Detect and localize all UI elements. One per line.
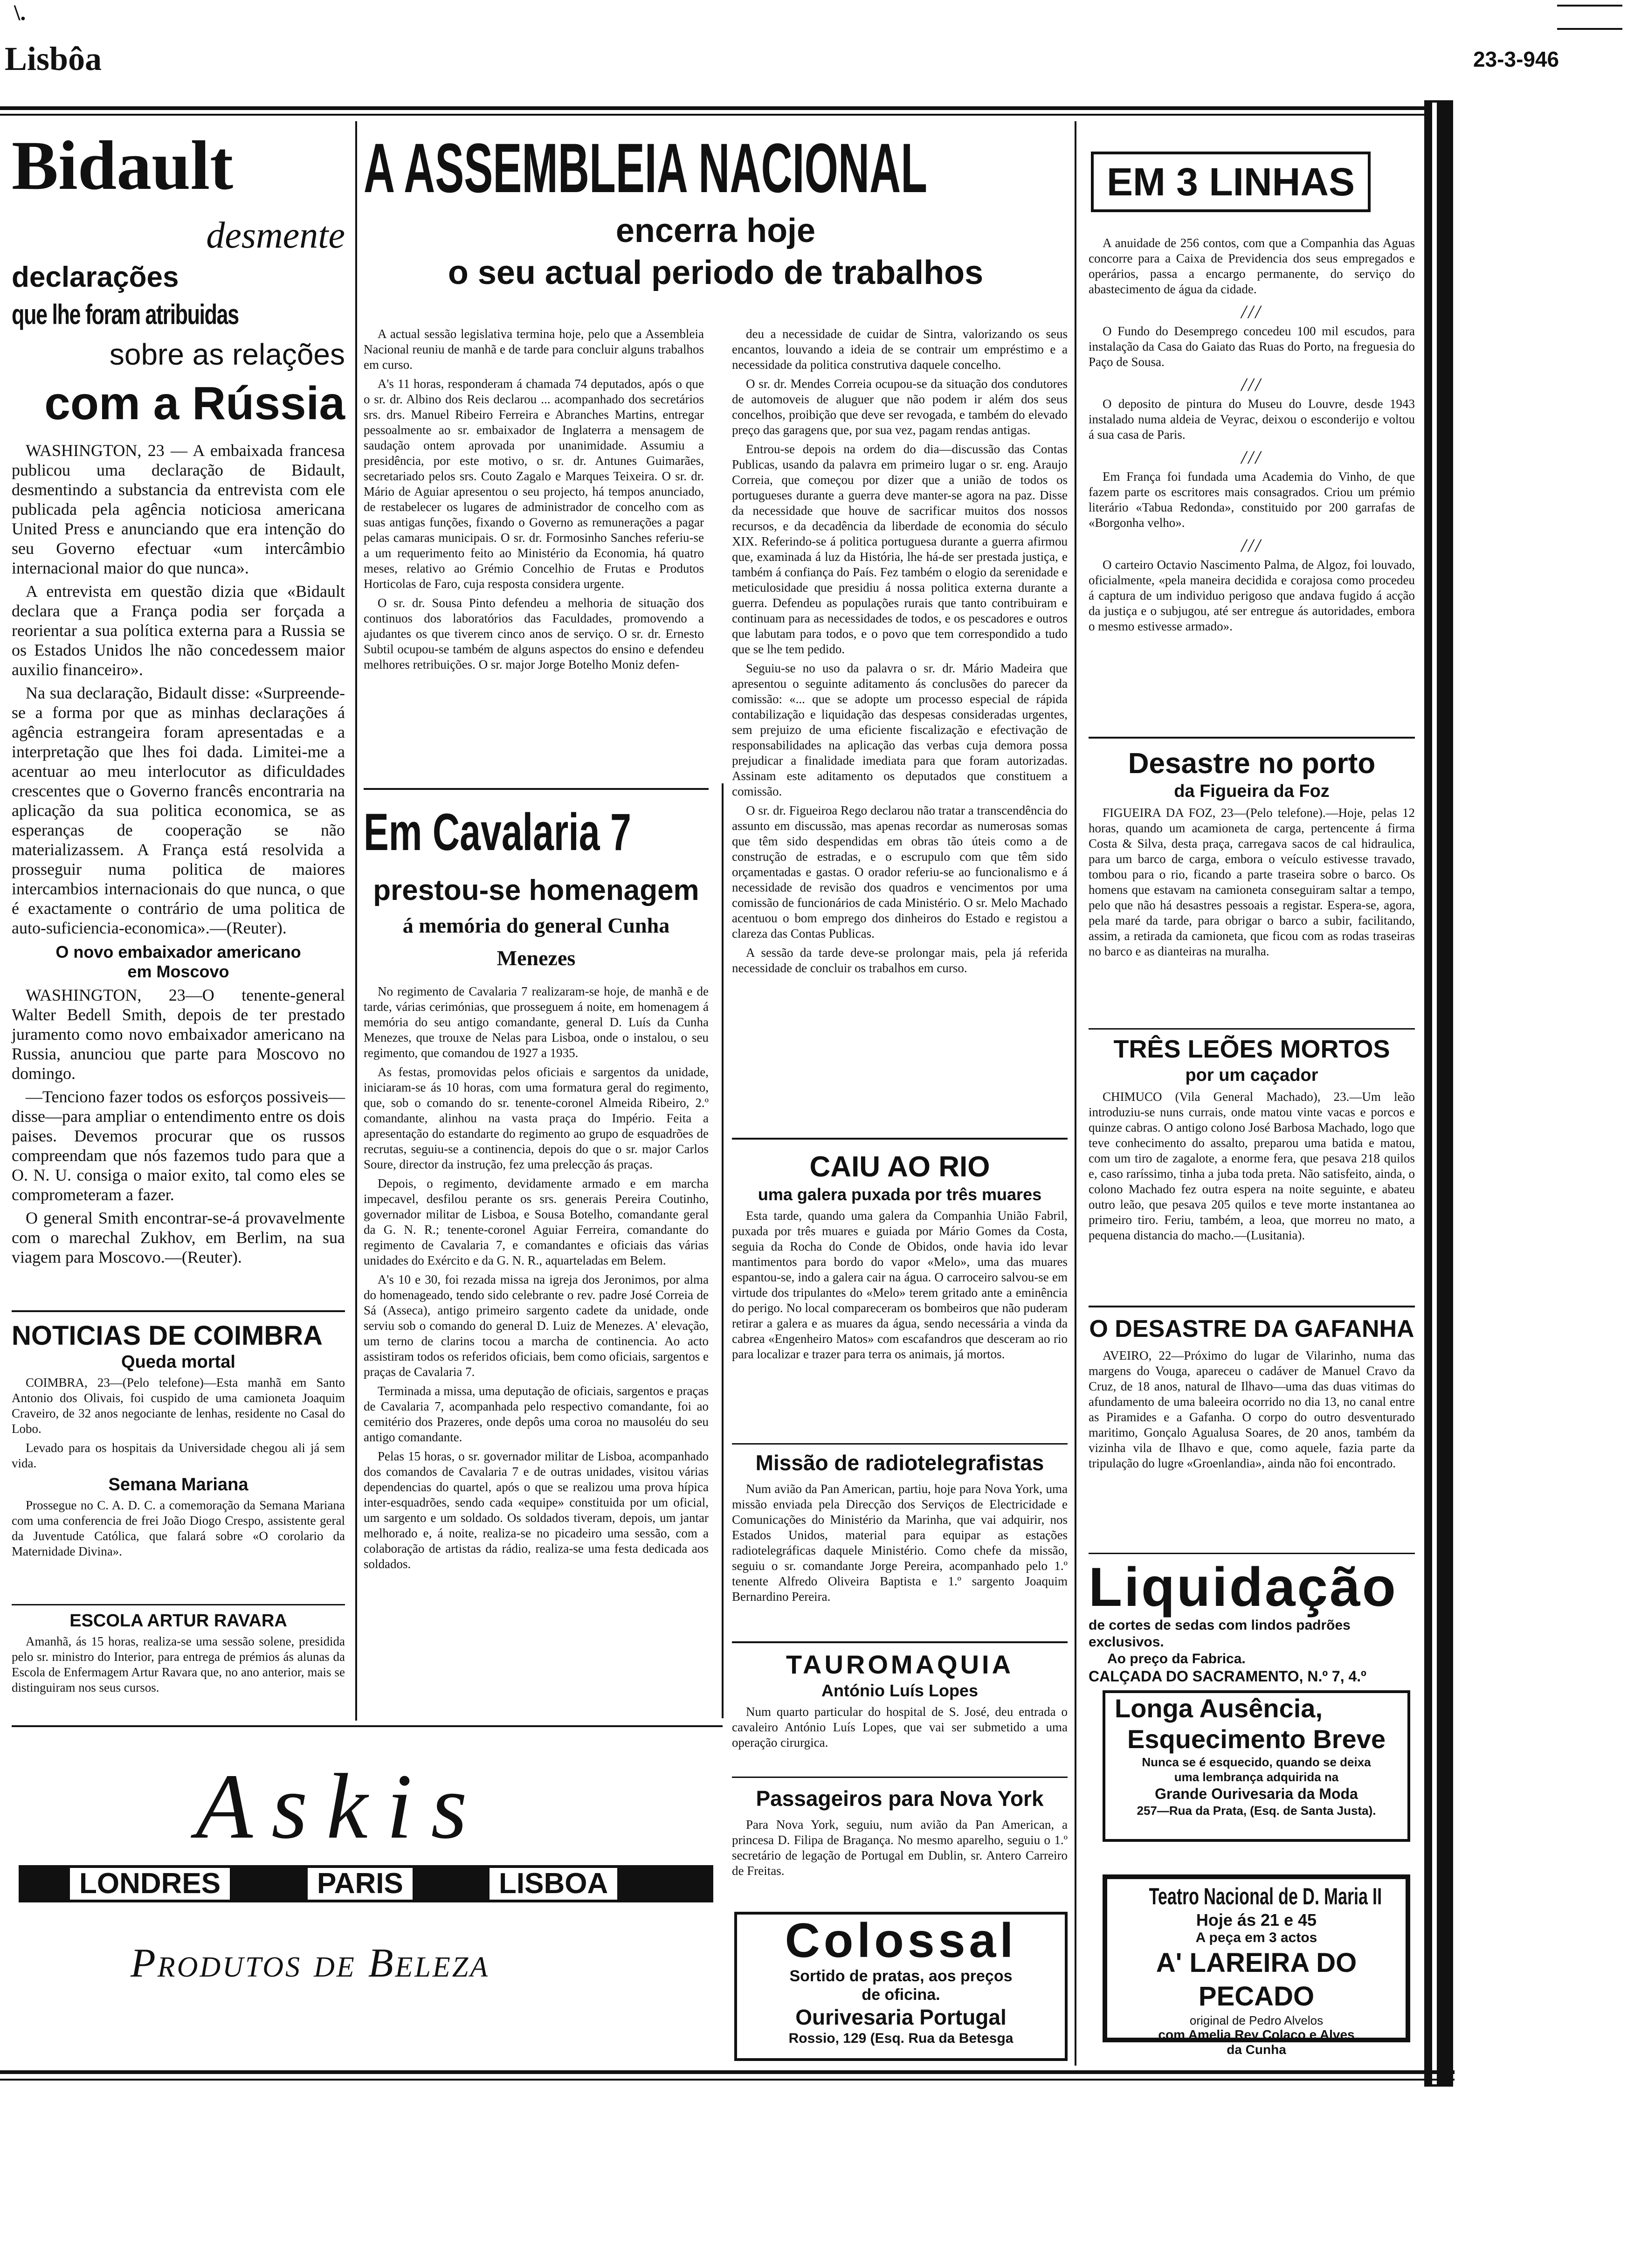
em3linhas-separator: /// (1241, 447, 1262, 468)
tauromaquia-title: TAUROMAQUIA (786, 1650, 1014, 1679)
cavalaria-paragraph: Terminada a missa, uma deputação de oficiais, sargentos e praças de Cavalaria 7, acompanhada pelo respectivo comandante, foi ao cemitério dos Prazeres, onde depôs uma coroa no mausoléu do seu antigo comandante. (364, 1384, 709, 1444)
top-corner-lines (1557, 5, 1622, 7)
assembleia-sub1: encerra hoje (615, 212, 816, 249)
coimbra-subtitle: Semana Mariana (108, 1475, 248, 1494)
teatro-play-title: A' LAREIRA DO PECADO (1156, 1948, 1357, 2012)
teatro-line: original de Pedro Alvelos (1189, 2013, 1324, 2027)
section-rule (1089, 1553, 1415, 1554)
teatro-line: com Amelia Rey Colaço e Alves (1158, 2027, 1355, 2042)
column-rule (1075, 121, 1076, 2066)
section-rule (732, 1777, 1068, 1778)
cavalaria-paragraph: Pelas 15 horas, o sr. governador militar de Lisboa, acompanhado dos comandos de Cavalaria 7 e de outras unidades, visitou várias dependencias do quartel, após o que se realizou uma prova hípica inter-esquadrões, sendo cada «equipe» constituida por um oficial, um sargento e um soldado. Os soldados tiveram, depois, um jantar melhorado e, á noite, realiza-se no picadeiro uma sessão, com a colaboração de artistas da rádio, realiza-se uma festa dedicada aos soldados. (364, 1449, 709, 1571)
assembleia-paragraph: O sr. dr. Sousa Pinto defendeu a melhoria de situação dos continuos dos laboratórios das Faculdades, promovendo a ajudantes os que tiverem cinco anos de serviço. O sr. dr. Ernesto Subtil ocupou-se também de alguns aspectos do ensino e defendeu melhores retribuições. O sr. major Jorge Botelho Moniz defen- (364, 596, 704, 671)
desastre-title: Desastre no porto (1128, 747, 1376, 780)
em3linhas-item: Em França foi fundada uma Academia do Vinho, de que fazem parte os escritores mais consagrados. Criou um prémio literário «Tabua Redonda», constituido por 200 garrafas de «Borgonha velho». (1089, 470, 1415, 530)
cavalaria-sub2: á memória do general Cunha Menezes (402, 913, 670, 970)
section-rule (732, 1641, 1068, 1643)
passageiros-article (732, 1784, 1068, 1905)
assembleia-sub2: o seu actual periodo de trabalhos (448, 254, 984, 291)
gafanha-article (1089, 1313, 1415, 1555)
missao-title: Missão de radiotelegrafistas (755, 1451, 1044, 1475)
em3linhas-title: EM 3 LINHAS (1106, 160, 1355, 204)
tauromaquia-article (732, 1648, 1068, 1774)
longa-line: Esquecimento Breve (1127, 1724, 1386, 1754)
longa-ausencia-ad (1103, 1690, 1410, 1842)
em3linhas-separator: /// (1241, 301, 1262, 322)
assembleia-paragraph: Seguiu-se no uso da palavra o sr. dr. Mário Madeira que apresentou o seguinte aditamento ás conclusões do parecer da comissão: «... que se adopte um processo especial de rápida contabilização e liquidação das despesas consideradas urgentes, sem prejuizo de uma eficiente fiscalização e efectivação de responsabilidades na aplicação das verbas cuja demora possa prejudicar a finalidade imediata para que foram autorizadas. Assinam este aditamento os deputados que constituem a comissão. (732, 661, 1068, 798)
cavalaria-paragraph: Depois, o regimento, devidamente armado e em marcha impecavel, desfilou perante os srs. generais Pereira Coutinho, governador militar de Lisboa, e Sousa Botelho, comandante geral da G. N. R.; tenente-coronel Aguiar Ferreira, comandante do regimento de Cavalaria 7, e comandantes e oficiais das várias unidades do Exército e da G. N. R., aquarteladas em Belem. (364, 1176, 709, 1267)
assembleia-col-right (732, 326, 1068, 1236)
bidault-paragraph: WASHINGTON, 23 — A embaixada francesa publicou uma declaração de Bidault, desmentindo a substancia da entrevista com ele publicada pela agência noticiosa americana United Press e anunciando que era intenção do seu Governo efectuar «um intercâmbio internacional maior do que nunca». (12, 441, 345, 577)
em3linhas-item: O carteiro Octavio Nascimento Palma, de Algoz, foi louvado, oficialmente, «pela maneira decidida e corajosa como procedeu á captura de um individuo perigoso que andava fugido á acção da justiça e o subjugou, até ser entregue ás autoridades, embora o mesmo estivesse armado». (1089, 558, 1415, 633)
ambassador-paragraph: —Tenciono fazer todos os esforços possiveis—disse—para ampliar o entendimento entre os dois paises. Devemos procurar que os russos compreendam que nós fazemos tudo para que a O. N. U. consiga o maior exito, tal como eles se comprometeram a fazer. (12, 1087, 345, 1204)
colossal-line: Sortido de pratas, aos preços (789, 1967, 1013, 1985)
assembleia-paragraph: Entrou-se depois na ordem do dia—discussão das Contas Publicas, usando da palavra em primeiro lugar o sr. eng. Araujo Correia, que começou por dizer que a união de todos os portugueses durante a guerra deve manter-se agora na paz. Disse da necessidade que houve de sacrificar muitos dos nossos recursos, e da decadência da liberdade de economia do século XIX. Referindo-se á politica portuguesa durante a guerra afirmou que, examinada á luz da História, lhe há-de ser prestada justiça, e também á confiança do País. Fez também o elogio da serenidade e meticulosidade que presidiu á nossa politica externa durante a guerra. Defendeu as populações rurais que tanto contribuiram e continuam para as necessidades de todos, e os pescadores e outros que labutam para todos, e o povo que tem correspondido a tudo que se lhe tem pedido. (732, 442, 1068, 656)
masthead-rule-top (0, 106, 1431, 110)
caiu-article (732, 1149, 1068, 1448)
colossal-address: Rossio, 129 (Esq. Rua da Betesga (788, 2031, 1014, 2046)
colossal-ad (734, 1912, 1068, 2061)
ambassador-subtitle: O novo embaixador americano (55, 942, 301, 961)
bidault-paragraph: A entrevista em questão dizia que «Bidault declara que a França podia ser forçada a reorientar a sua política externa para a Russia se os Estados Unidos lhe não concedessem maior auxilio financeiro». (12, 582, 345, 679)
liquidacao-title: Liquidação (1089, 1556, 1398, 1618)
section-rule (364, 788, 709, 790)
right-edge-bar-inner (1432, 103, 1437, 2084)
bidault-h3: declarações (12, 261, 179, 293)
liquidacao-address: CALÇADA DO SACRAMENTO, N.º 7, 4.º (1089, 1668, 1366, 1685)
footer-rule-bottom (0, 2079, 1455, 2081)
ambassador-subtitle-2: em Moscovo (127, 962, 229, 981)
teatro-line: A peça em 3 actos (1195, 1930, 1317, 1945)
column-rule (355, 121, 357, 1721)
desastre-porto-article (1089, 746, 1415, 1026)
leoes-article (1089, 1033, 1415, 1303)
em3linhas-items (1089, 235, 1415, 734)
longa-line: Nunca se é esquecido, quando se deixa (1142, 1755, 1371, 1769)
askis-tagline: Produtos de Beleza (131, 1941, 490, 1986)
passageiros-paragraph: Para Nova York, seguiu, num avião da Pan American, a princesa D. Filipa de Bragança. No mesmo aparelho, seguiu o 1.º secretário de legação de Portugal em Dublin, sr. Antero Carreiro de Freitas. (732, 1818, 1068, 1878)
teatro-line: da Cunha (1227, 2042, 1286, 2057)
section-rule (1089, 1306, 1415, 1307)
bidault-h1: Bidault (12, 127, 234, 204)
em3linhas-item: O deposito de pintura do Museu do Louvre, desde 1943 instalado numa aldeia de Veyrac, deixou o esconderijo e voltou á sua casa de Paris. (1089, 397, 1415, 442)
cavalaria-article (364, 802, 709, 1716)
assembleia-paragraph: deu a necessidade de cuidar de Sintra, valorizando os seus encantos, louvando a ideia de se contrair um empréstimo e a necessidade da politica construtiva daquele concelho. (732, 327, 1068, 372)
colossal-line: de oficina. (862, 1986, 940, 2004)
masthead-rule-bottom (0, 114, 1431, 116)
edition-date: 23-3-946 (1473, 47, 1559, 71)
longa-line: Longa Ausência, (1115, 1694, 1323, 1723)
section-rule (12, 1604, 345, 1605)
ravara-paragraph: Amanhã, ás 15 horas, realiza-se uma sessão solene, presidida pelo sr. ministro do Interior, para entrega de prémios ás alunas da Escola de Enfermagem Artur Ravara que, no ano anterior, mais se distinguiram nos seus cursos. (12, 1634, 345, 1694)
gafanha-title: O DESASTRE DA GAFANHA (1089, 1315, 1414, 1342)
section-rule (1089, 1028, 1415, 1030)
askis-city: LISBOA (490, 1868, 617, 1900)
assembleia-col-left (364, 326, 704, 783)
right-edge-bar (1424, 100, 1453, 2087)
liquidacao-ad (1089, 1557, 1415, 1683)
section-rule (732, 1443, 1068, 1445)
assembleia-title: A ASSEMBLEIA NACIONAL (364, 129, 927, 207)
coimbra-paragraph: COIMBRA, 23—(Pelo telefone)—Esta manhã em Santo Antonio dos Olivais, foi cuspido de uma camioneta Joaquim Craveiro, de 32 anos negociante de lenhas, residente no Casal do Lobo. (12, 1376, 345, 1436)
bidault-h6: com a Rússia (44, 377, 345, 429)
bidault-h4: que lhe foram atribuidas (12, 299, 239, 330)
coimbra-paragraph: Prossegue no C. A. D. C. a comemoração da Semana Mariana com uma conferencia de frei João Diogo Crespo, assistente geral da Juventude Católica, que falará sobre «O corolario da Maternidade Divina». (12, 1498, 345, 1558)
footer-rule-top (0, 2070, 1455, 2074)
teatro-line: Teatro Nacional de D. Maria II (1149, 1883, 1382, 1909)
bidault-article (12, 128, 345, 1303)
desastre-paragraph: FIGUEIRA DA FOZ, 23—(Pelo telefone).—Hoje, pelas 12 horas, quando um acamioneta de carga, pertencente á firma Costa & Silva, desta praça, carregava sacos de cal hidraulica, para um barco de carga, embora o veículo estivesse travado, tombou para o rio, ficando a parte traseira sobre o barco. Os homens que estavam na camioneta conseguiram saltar a tempo, pelo que não há desastres pessoais a registar. Espera-se, agora, pela maré da tarde, para obrigar o barco a subir, facilitando, assim, a retirada da camioneta, que ficou com as rodas traseiras no barco e as dianteiras na muralha. (1089, 806, 1415, 958)
longa-shop: Grande Ourivesaria da Moda (1155, 1785, 1358, 1802)
cavalaria-title: Em Cavalaria 7 (364, 803, 631, 861)
askis-city: LONDRES (70, 1868, 230, 1900)
gafanha-paragraph: AVEIRO, 22—Próximo do lugar de Vilarinho, numa das margens do Vouga, apareceu o cadáver de Manuel Cravo da Cruz, de 18 anos, natural de Ilhavo—uma das duas vitimas do afundamento de uma baleeira ocorrido no dia 13, no canal entre as Piramides e a Gafanha. O corpo do outro desventurado maritimo, Gonçalo Agualusa Soares, de 20 anos, também da vizinha vila de Ilhavo e que, como aquele, fazia parte da tripulação do lugre «Groenlandia», ainda não foi encontrado. (1089, 1348, 1415, 1470)
coimbra-paragraph: Levado para os hospitais da Universidade chegou ali já sem vida. (12, 1441, 345, 1470)
teatro-ad (1103, 1874, 1410, 2057)
passageiros-title: Passageiros para Nova York (756, 1786, 1044, 1811)
assembleia-paragraph: A's 11 horas, responderam á chamada 74 deputados, após o que o sr. dr. Albino dos Reis declarou ... acompanhado dos secretários srs. drs. Manuel Ribeiro Ferreira e Abranches Martins, entregar pessoalmente ao sr. embaixador de Inglaterra a mensagem de saudação ontem aprovada por unanimidade. Assumiu a presidência, por este motivo, o sr. dr. Antunes Guimarães, secretariado pelos srs. Couto Zagalo e Marques Teixeira. O sr. dr. Mário de Aguiar apresentou o seu projecto, há tempos anunciado, de restabelecer os lugares de administrador de concelho com as suas antigas funções, fixando o Governo as remunerações a pagar pelas camaras municipais. O sr. dr. Formosinho Sanches referiu-se a um requerimento feito ao Ministério da Economia, há quatro meses, relativo ao Grémio Concelhio de Frutas e Produtos Horticolas de Faro, cuja resposta considera urgente. (364, 377, 704, 591)
cavalaria-paragraph: As festas, promovidas pelos oficiais e sargentos da unidade, iniciaram-se ás 10 horas, com uma formatura geral do regimento, que, sob o comando do sr. tenente-coronel Almeida Ribeiro, 2.º comandante, alinhou na vasta praça do Império. Feita a apresentação do estandarte do regimento ao grupo de esquadrões de recrutas, seguiu-se a continencia, depois do que o sr. major Carlos Soure, director da instrução, fez uma prelecção ás praças. (364, 1065, 709, 1171)
assembleia-paragraph: O sr. dr. Figueiroa Rego declarou não tratar a transcendência do assunto em discussão, mas apenas recordar as numerosas somas que têm sido despendidas em obras tão úteis como a de construção de estradas, e o escrupulo com que têm sido orçamentadas e gastas. O orador referiu-se ao funcionalismo e á necessidade de revisão dos quadros e vencimentos por uma comissão de funcionários de cada Ministério. O sr. Melo Machado acentuou o bom emprego dos dinheiros do Estado e registou a clareza das Contas Publicas. (732, 803, 1068, 940)
liquidacao-line: exclusivos. (1089, 1634, 1164, 1650)
bidault-h5: sobre as relações (109, 338, 345, 371)
assembleia-paragraph: A actual sessão legislativa termina hoje, pelo que a Assembleia Nacional reuniu de manhã e de tarde para concluir alguns trabalhos em curso. (364, 327, 704, 372)
top-corner-lines-2 (1557, 28, 1622, 30)
ravara-title: ESCOLA ARTUR RAVARA (69, 1611, 287, 1631)
caiu-paragraph: Esta tarde, quando uma galera da Companhia União Fabril, puxada por três muares e guiada por Mário Gomes da Costa, seguia da Rocha do Conde de Obidos, onde havia ido levar mantimentos para bordo do vapor «Melo», uma das muares espantou-se, indo a galera cair na água. O carroceiro salvou-se em virtude dos tripulantes do «Melo» terem gritado ante a eminência do perigo. No local compareceram os bombeiros que não puderam retirar a galera e as muares da água, sendo necessária a vinda da cabrea «Engenheiro Matos» com escafandros que desceram ao rio para localizar e trazer para terra os animais, já mortos. (732, 1209, 1068, 1361)
missao-article (732, 1448, 1068, 1644)
assembleia-paragraph: A sessão da tarde deve-se prolongar mais, pela já referida necessidade de concluir os trabalhos em curso. (732, 946, 1068, 975)
em3linhas-separator: /// (1241, 374, 1262, 395)
liquidacao-line: de cortes de sedas com lindos padrões (1089, 1618, 1351, 1633)
assembleia-paragraph: O sr. dr. Mendes Correia ocupou-se da situação dos condutores de automoveis de aluguer que não podem ir além dos seus concelhos, proibição que deve ser revogada, e também do elevado preço das garagens que, por sua vez, pagam rendas antigas. (732, 377, 1068, 437)
teatro-line: Hoje ás 21 e 45 (1196, 1910, 1317, 1929)
desastre-sub: da Figueira da Foz (1174, 781, 1330, 801)
corner-mark: \. (14, 0, 26, 25)
em3linhas-item: O Fundo do Desemprego concedeu 100 mil escudos, para instalação da Casa do Gaiato das Ruas do Porto, na freguesia do Paço de Sousa. (1089, 324, 1415, 369)
section-rule (12, 1310, 345, 1312)
askis-ad (19, 1735, 713, 2070)
section-rule (732, 1138, 1068, 1140)
cavalaria-sub1: prestou-se homenagem (373, 874, 699, 906)
coimbra-subtitle: Queda mortal (121, 1352, 235, 1372)
em3linhas-separator: /// (1241, 535, 1262, 556)
em3linhas-title-box (1091, 152, 1371, 212)
colossal-shop: Ourivesaria Portugal (795, 2005, 1007, 2029)
missao-paragraph: Num avião da Pan American, partiu, hoje para Nova York, uma missão enviada pela Direcção dos Serviços de Electricidade e Comunicações do Ministério da Marinha, que vai adquirir, nos Estados Unidos, material para equipar as estações radiotelegráficas daquele Ministério. Como chefe da missão, seguiu o sr. comandante Jorge Pereira, acompanhado pelo 1.º tenente Alfredo Oliveira Baptista e 1.º sargento Joaquim Bernardino Pereira. (732, 1482, 1068, 1604)
ad-rule (12, 1725, 723, 1727)
bidault-h2: desmente (206, 215, 345, 256)
ravara-news (12, 1611, 345, 1718)
askis-logo: Askis (196, 1755, 486, 1858)
askis-city: PARIS (308, 1868, 413, 1900)
ambassador-paragraph: O general Smith encontrar-se-á provavelmente com o marechal Zukhov, em Berlim, na sua viagem para Moscovo.—(Reuter). (12, 1209, 345, 1266)
liquidacao-line: Ao preço da Fabrica. (1107, 1651, 1246, 1666)
longa-line: uma lembrança adquirida na (1174, 1770, 1339, 1784)
paper-name: Lisbôa (5, 40, 102, 77)
column-rule (722, 783, 724, 1718)
colossal-title: Colossal (785, 1914, 1017, 1968)
cavalaria-paragraph: No regimento de Cavalaria 7 realizaram-se hoje, de manhã e de tarde, várias cerimónias, que prosseguem á noite, em homenagem á memória do seu antigo comandante, general D. Luís da Cunha Menezes, que trouxe de Nelas para Lisboa, onde o instalou, o seu regimento, que comandou de 1927 a 1935. (364, 984, 709, 1060)
leoes-paragraph: CHIMUCO (Vila General Machado), 23.—Um leão introduziu-se nuns currais, onde matou vinte vacas e porcos e quinze cabras. O antigo colono José Barbosa Machado, logo que teve conhecimento do assalto, preparou uma batida e matou, com um tiro de zagalote, a enorme fera, que pesava 218 quilos e, caso raríssimo, tinha a juba toda preta. Não satisfeito, ainda, o colono Machado fez outra espera na noite seguinte, e abateu outro leão, que pesava 205 quilos e teve morte instantanea ao primeiro tiro. Feriu, também, a leoa, que morreu no mato, a pequena distancia do macho.—(Lusitania). (1089, 1090, 1415, 1242)
cavalaria-paragraph: A's 10 e 30, foi rezada missa na igreja dos Jeronimos, por alma do homenageado, tendo sido celebrante o rev. padre José Correia de Sá (Asseca), antigo primeiro sargento cadete da unidade, onde serviu sob o comando do general D. Luiz de Menezes. A' elevação, um terno de clarins tocou a marcha de continencia. Ao acto assistiram todos os referidos oficiais, bem como oficiais, sargentos e praças de Cavalaria 7. (364, 1272, 709, 1379)
tauromaquia-sub: António Luís Lopes (821, 1681, 978, 1700)
coimbra-title: NOTICIAS DE COIMBRA (12, 1321, 323, 1351)
caiu-title: CAIU AO RIO (809, 1151, 990, 1183)
leoes-sub: por um caçador (1185, 1065, 1318, 1085)
coimbra-news (12, 1320, 345, 1609)
bidault-paragraph: Na sua declaração, Bidault disse: «Surpreende-se a forma por que as minhas declarações á agência estrangeira foram apresentadas e a interpretação que lhes foi dada. Limitei-me a acentuar ao meu interlocutor as dificuldades crescentes que o Governo francês encontraria na aplicação da sua politica economica, se as esperanças de cooperação se não materializassem. A França está resolvida a prosseguir numa politica de maiores intercambios internacionais do que nunca, o que é exactamente o contrário de uma politica de auto-suficiencia-economica».—(Reuter). (12, 684, 345, 937)
em3linhas-item: A anuidade de 256 contos, com que a Companhia das Aguas concorre para a Caixa de Previdencia dos seus empregados e operários, passa a encargo permanente, do serviço do abastecimento de água da cidade. (1089, 236, 1415, 296)
caiu-sub: uma galera puxada por três muares (758, 1185, 1042, 1204)
tauromaquia-paragraph: Num quarto particular do hospital de S. José, deu entrada o cavaleiro António Luís Lopes, que vai ser submetido a uma operação cirurgica. (732, 1705, 1068, 1749)
leoes-title: TRÊS LEÕES MORTOS (1113, 1035, 1390, 1063)
longa-address: 257—Rua da Prata, (Esq. de Santa Justa). (1137, 1804, 1376, 1818)
ambassador-paragraph: WASHINGTON, 23—O tenente-general Walter Bedell Smith, depois de ter prestado juramento como novo embaixador americano na Russia, anunciou que parte para Moscovo no domingo. (12, 986, 345, 1083)
section-rule (1089, 737, 1415, 739)
